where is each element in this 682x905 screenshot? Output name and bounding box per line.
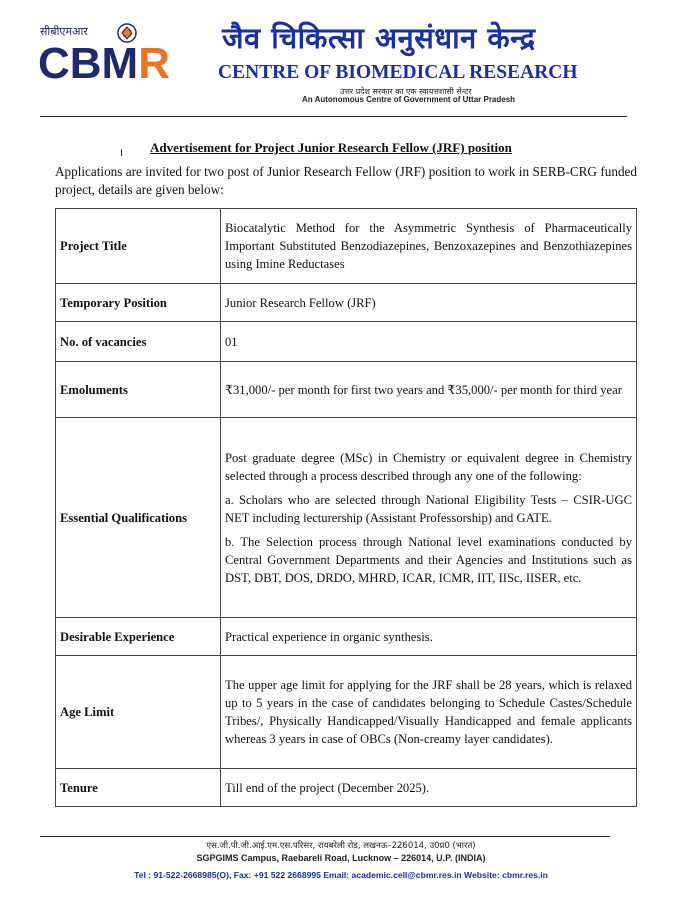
- stray-mark: [121, 149, 122, 156]
- letterhead: [0, 0, 682, 118]
- table-row: [56, 769, 637, 807]
- qualification-a: a. Scholars who are selected through National Eligibility Tests – CSIR-UGC NET including lecturership (Assistant Professorship) and GATE.: [225, 492, 632, 525]
- row-label: No. of vacancies: [56, 322, 221, 362]
- row-value: Till end of the project (December 2025).: [221, 769, 637, 807]
- subtitle-hindi: उत्तर प्रदेश सरकार का एक स्वायत्तशासी सेन्टर: [340, 87, 472, 96]
- row-label: Project Title: [56, 209, 221, 284]
- footer-divider: [40, 836, 610, 837]
- footer-address-hindi: एस.जी.पी.जी.आई.एम.एस.परिसर, रायबरेली रोड, लखनऊ–226014, उ0प्र0 (भारत): [206, 841, 476, 851]
- table-row: [56, 322, 637, 362]
- row-value: Practical experience in organic synthesis.: [221, 618, 637, 656]
- table-row: [56, 618, 637, 656]
- details-table: [55, 208, 637, 807]
- row-value: [221, 418, 637, 618]
- qualification-main: Post graduate degree (MSc) in Chemistry or equivalent degree in Chemistry selected through a process described through any one of the following:: [225, 450, 632, 483]
- row-value: The upper age limit for applying for the JRF shall be 28 years, which is relaxed up to 5 years in the case of candidates belonging to Schedule Castes/Schedule Tribes/, Physically Handicapped/Visually Handicapped and female applicants whereas 3 years in case of OBCs (Non-creamy layer candidates).: [221, 656, 637, 769]
- table-row: [56, 284, 637, 322]
- table-row: [56, 418, 637, 618]
- institute-title-english: CENTRE OF BIOMEDICAL RESEARCH: [218, 62, 578, 83]
- table-row: [56, 209, 637, 284]
- footer-contact: Tel : 91-522-2668985(O), Fax: +91 522 2668995 Email: academic.cell@cbmr.res.in Website: cbmr.res.in: [134, 870, 548, 880]
- advertisement-title: Advertisement for Project Junior Research Fellow (JRF) position: [150, 140, 512, 155]
- row-value: Biocatalytic Method for the Asymmetric Synthesis of Pharmaceutically Important Substituted Benzodiazepines, Benzoxazepines and Benzothiazepines using Imine Reductases: [221, 209, 637, 284]
- row-value: ₹31,000/- per month for first two years and ₹35,000/- per month for third year: [221, 362, 637, 418]
- footer-address-english: SGPGIMS Campus, Raebareli Road, Lucknow – 226014, U.P. (INDIA): [196, 853, 486, 863]
- qualification-b: b. The Selection process through National level examinations conducted by Central Government Departments and their Agencies and Institutions such as DST, DBT, DOS, DRDO, MHRD, ICAR, ICMR, IIT, IISc, IISER, etc.: [225, 534, 632, 585]
- table-row: [56, 362, 637, 418]
- row-value: 01: [221, 322, 637, 362]
- row-label: Emoluments: [56, 362, 221, 418]
- header-divider: [40, 116, 627, 117]
- row-label: Essential Qualifications: [56, 418, 221, 618]
- row-label: Temporary Position: [56, 284, 221, 322]
- advertisement-intro: Applications are invited for two post of Junior Research Fellow (JRF) position to work in SERB-CRG funded project, details are given below:: [55, 164, 637, 197]
- institute-title-hindi: जैव चिकित्सा अनुसंधान केन्द्र: [222, 21, 536, 55]
- table-row: [56, 656, 637, 769]
- logo-wordmark: CBMR: [38, 39, 170, 88]
- row-label: Age Limit: [56, 656, 221, 769]
- subtitle-english: An Autonomous Centre of Government of Uttar Pradesh: [302, 95, 516, 104]
- cbmr-logo: [38, 22, 183, 92]
- logo-hindi-text: सीबीएमआर: [40, 25, 88, 38]
- row-value: Junior Research Fellow (JRF): [221, 284, 637, 322]
- row-label: Tenure: [56, 769, 221, 807]
- row-label: Desirable Experience: [56, 618, 221, 656]
